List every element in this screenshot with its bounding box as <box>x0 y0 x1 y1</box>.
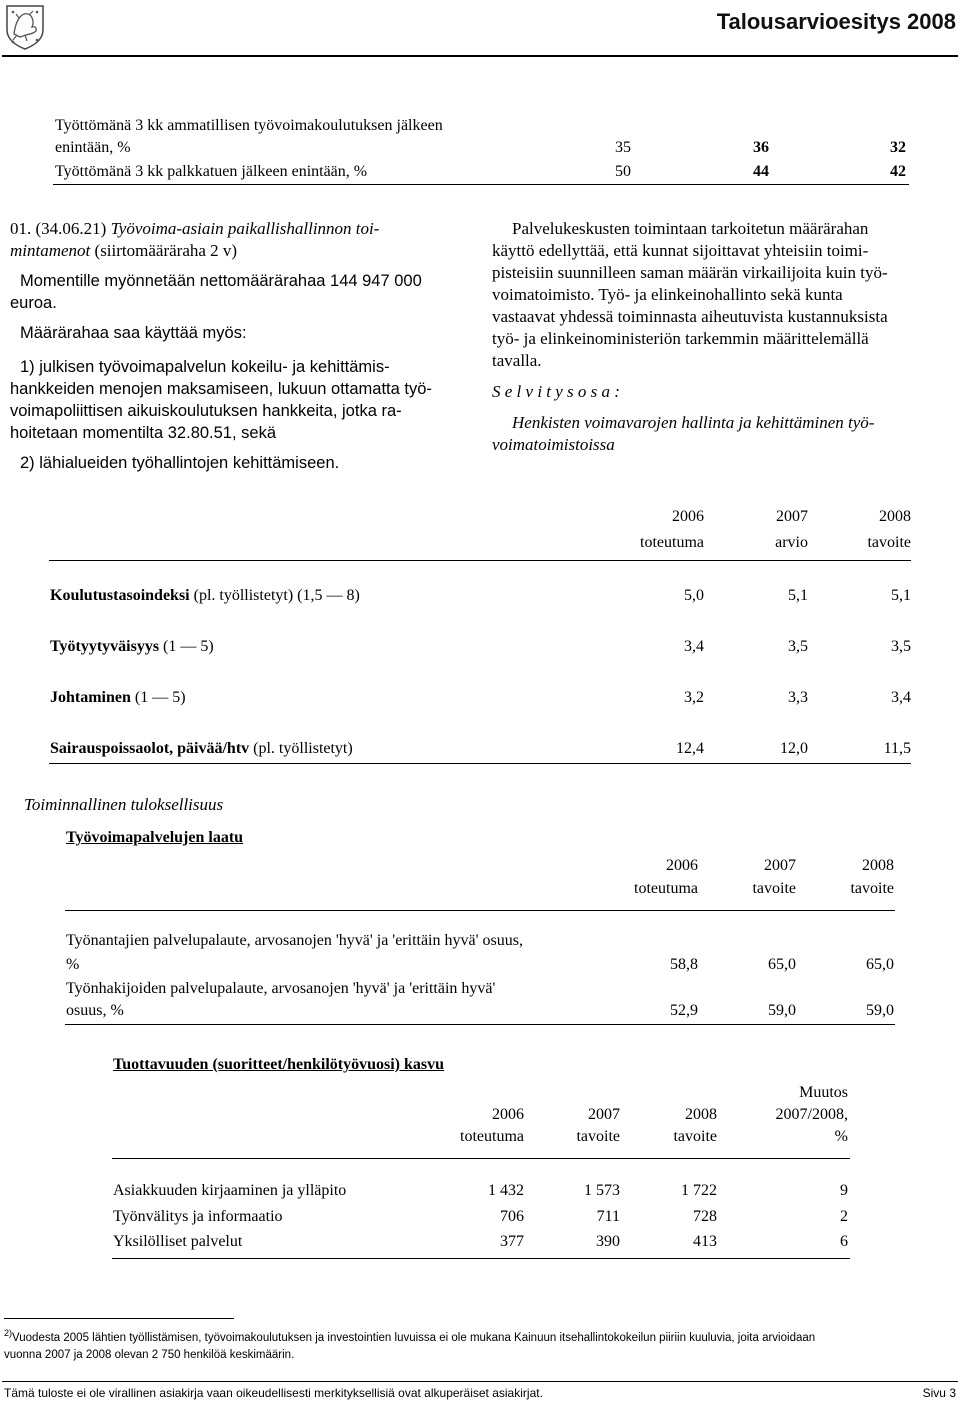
table1-row-value: 5,1 <box>891 587 911 604</box>
moment-number: 01. (34.06.21) <box>10 219 107 238</box>
productivity-table-title: Tuottavuuden (suoritteet/henkilötyövuosi) kasvu <box>113 1056 445 1073</box>
table1-year-2006: 2006 <box>672 508 704 525</box>
productivity-row-value: 377 <box>500 1233 524 1250</box>
quality-row1-label-line1: Työnantajien palvelupalaute, arvosanojen 'hyvä' ja 'erittäin hyvä' osuus, <box>66 932 523 949</box>
selvitysosa-label: S e l v i t y s o s a : <box>492 382 620 401</box>
usage-item1-line3: voimapoliittisen aikuiskoulutuksen hankkeita, jotka ra- <box>10 402 402 420</box>
top-table-row1-value-2006: 35 <box>615 139 631 156</box>
document-header-title: Talousarvioesitys 2008 <box>716 9 956 34</box>
footnote <box>4 1325 956 1364</box>
left-column <box>10 218 470 474</box>
footnote-line1: $^{2)}$Vuodesta 2005 lähtien työllistämisen, työvoimakoulutuksen ja investointien luvuissa ei ole mukana Kainuun itsehallintokokeilun piiriin kuuluvia, joita arvioidaan <box>4 1328 816 1344</box>
header-rule <box>2 55 958 57</box>
productivity-row-value: 706 <box>500 1208 524 1225</box>
quality-row1-label-line2: % <box>66 956 80 973</box>
coat-of-arms-logo <box>5 4 45 50</box>
quality-year-2007: 2007 <box>764 857 796 874</box>
table1-header-rule <box>49 560 911 561</box>
table1-row-value: 3,2 <box>684 689 704 706</box>
moment-title: Työvoima-asiain paikallishallinnon toi- <box>110 219 380 238</box>
productivity-muutos-line3: % <box>834 1128 848 1145</box>
quality-row2-value: 59,0 <box>768 1002 796 1019</box>
right-para-line6: työ- ja elinkeinoministeriön tarkemmin määrittelemällä <box>492 329 869 348</box>
quality-year-2008: 2008 <box>862 857 894 874</box>
usage-item1-line2: hankkeiden menojen maksamiseen, lukuun ottamatta työ- <box>10 380 432 398</box>
quality-header-rule <box>65 910 895 911</box>
moment-type: (siirtomääräraha 2 v) <box>94 241 238 260</box>
table1-year-2008: 2008 <box>879 508 911 525</box>
table1-row-value: 3,3 <box>788 689 808 706</box>
section-heading: Toiminnallinen tuloksellisuus <box>24 795 224 814</box>
usage-intro: Määrärahaa saa käyttää myös: <box>20 324 247 342</box>
right-para-line2: käyttö edellyttää, että kunnat sijoittavat yhteisiin toimi- <box>492 241 869 260</box>
productivity-year-2007: 2007 <box>588 1106 620 1123</box>
productivity-muutos-line2: 2007/2008, <box>775 1106 848 1123</box>
appropriation-line2: euroa. <box>10 294 57 312</box>
productivity-row-value: 9 <box>840 1182 848 1199</box>
top-table-row2-value-2006: 50 <box>615 163 631 180</box>
right-column <box>492 218 958 456</box>
quality-row1-value: 65,0 <box>768 956 796 973</box>
usage-item2: 2) lähialueiden työhallintojen kehittämiseen. <box>20 454 340 472</box>
quality-sub-2008: tavoite <box>850 880 894 897</box>
productivity-sub-2007: tavoite <box>576 1128 620 1145</box>
subsection-title-line1: Henkisten voimavarojen hallinta ja kehittäminen työ- <box>512 413 875 432</box>
top-table-row1-value-2008: 32 <box>890 139 906 156</box>
table1-year-2007: 2007 <box>776 508 808 525</box>
table1-row-value: 11,5 <box>883 740 911 757</box>
top-table-rule <box>53 184 909 185</box>
productivity-row-label: Asiakkuuden kirjaaminen ja ylläpito <box>113 1182 347 1199</box>
appropriation-line1: Momentille myönnetään nettomäärärahaa 144 947 000 <box>20 272 422 290</box>
footer-disclaimer: Tämä tuloste ei ole virallinen asiakirja vaan oikeudellisesti merkityksellisiä ovat alkuperäiset asiakirjat. <box>4 1386 543 1400</box>
productivity-muutos-line1: Muutos <box>799 1084 848 1101</box>
table1-row-label: Johtaminen (1 — 5) <box>50 689 186 706</box>
footer-rule <box>2 1381 958 1382</box>
table1-row-value: 5,0 <box>684 587 704 604</box>
top-table-row1-label-line2: enintään, % <box>55 139 131 156</box>
quality-year-2006: 2006 <box>666 857 698 874</box>
table1-row-label: Työtyytyväisyys (1 — 5) <box>50 638 214 655</box>
moment-title-cont: mintamenot <box>10 241 91 260</box>
quality-row2-label-line1: Työnhakijoiden palvelupalaute, arvosanojen 'hyvä' ja 'erittäin hyvä' <box>66 980 496 997</box>
table1-row-label: Sairauspoissaolot, päivää/htv (pl. työllistetyt) <box>50 740 353 757</box>
productivity-sub-2006: toteutuma <box>460 1128 524 1145</box>
footnote-rule <box>4 1318 234 1319</box>
productivity-row-value: 711 <box>596 1208 620 1225</box>
right-para-line5: vastaavat yhdessä toiminnasta aiheutuvista kustannuksista <box>492 307 888 326</box>
productivity-row-value: 2 <box>840 1208 848 1225</box>
table1-sub-2008: tavoite <box>867 534 911 551</box>
table1-row-value: 3,4 <box>684 638 704 655</box>
quality-sub-2007: tavoite <box>752 880 796 897</box>
table1-row-value: 5,1 <box>788 587 808 604</box>
table1-bottom-rule <box>49 763 911 764</box>
productivity-row-label: Työnvälitys ja informaatio <box>113 1208 283 1225</box>
right-para-line3: pisteisiin suunnilleen saman määrän virkailijoita kuin työ- <box>492 263 888 282</box>
top-table-row1-label-line1: Työttömänä 3 kk ammatillisen työvoimakoulutuksen jälkeen <box>55 117 443 134</box>
table1-row-value: 12,0 <box>780 740 808 757</box>
top-table-row2-label: Työttömänä 3 kk palkkatuen jälkeen enintään, % <box>55 163 368 180</box>
quality-row2-value: 59,0 <box>866 1002 894 1019</box>
right-para-line4: voimatoimisto. Työ- ja elinkeinohallinto sekä kunta <box>492 285 843 304</box>
productivity-year-2008: 2008 <box>685 1106 717 1123</box>
top-table-row2-value-2007: 44 <box>753 163 769 180</box>
table1-row-value: 3,4 <box>891 689 911 706</box>
usage-item1-line1: 1) julkisen työvoimapalvelun kokeilu- ja kehittämis- <box>20 358 390 376</box>
quality-bottom-rule <box>65 1024 895 1025</box>
productivity-header-rule <box>112 1158 850 1159</box>
top-table-row2-value-2008: 42 <box>890 163 906 180</box>
quality-row1-value: 58,8 <box>670 956 698 973</box>
productivity-row-value: 1 432 <box>488 1182 524 1199</box>
table1-row-value: 3,5 <box>788 638 808 655</box>
productivity-row-value: 390 <box>596 1233 620 1250</box>
productivity-row-value: 6 <box>840 1233 848 1250</box>
productivity-bottom-rule <box>112 1258 850 1259</box>
subsection-title-line2: voimatoimistoissa <box>492 435 615 454</box>
moment-heading <box>10 218 470 262</box>
table1-row-value: 3,5 <box>891 638 911 655</box>
table1-row-value: 12,4 <box>676 740 704 757</box>
footnote-line2: vuonna 2007 ja 2008 olevan 2 750 henkilöä keskimäärin. <box>4 1348 295 1361</box>
productivity-sub-2008: tavoite <box>673 1128 717 1145</box>
usage-item1-line4: hoitetaan momentilta 32.80.51, sekä <box>10 424 277 442</box>
productivity-row-value: 413 <box>693 1233 717 1250</box>
quality-row1-value: 65,0 <box>866 956 894 973</box>
productivity-row-value: 1 722 <box>681 1182 717 1199</box>
productivity-row-label: Yksilölliset palvelut <box>113 1233 243 1250</box>
productivity-row-value: 1 573 <box>584 1182 620 1199</box>
quality-row2-value: 52,9 <box>670 1002 698 1019</box>
quality-row2-label-line2: osuus, % <box>66 1002 124 1019</box>
productivity-row-value: 728 <box>693 1208 717 1225</box>
table1-row-label: Koulutustasoindeksi (pl. työllistetyt) (1,5 — 8) <box>50 587 360 604</box>
page-number: Sivu 3 <box>922 1386 956 1400</box>
productivity-year-2006: 2006 <box>492 1106 524 1123</box>
right-para-line7: tavalla. <box>492 351 542 370</box>
right-para-line1: Palvelukeskusten toimintaan tarkoitetun määrärahan <box>512 219 869 238</box>
table1-sub-2007: arvio <box>775 534 808 551</box>
top-table-row1-value-2007: 36 <box>753 139 769 156</box>
table1-sub-2006: toteutuma <box>640 534 704 551</box>
quality-table-title: Työvoimapalvelujen laatu <box>66 829 244 846</box>
footnote-marker: 2) <box>4 1328 13 1338</box>
quality-sub-2006: toteutuma <box>634 880 698 897</box>
